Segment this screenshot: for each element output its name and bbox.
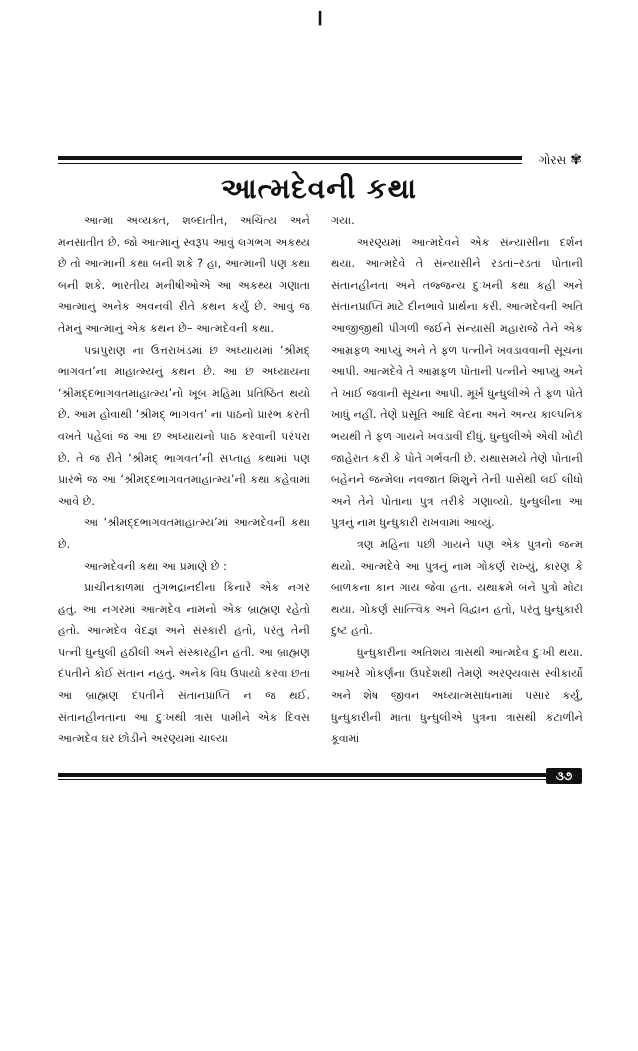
footer-rule-thin — [58, 779, 546, 780]
section-label-text: ગોરસ — [538, 153, 567, 167]
page-title: આત્મદેવની કથા — [221, 172, 417, 205]
header-rule — [58, 154, 522, 166]
flower-icon: ✾ — [570, 152, 582, 168]
paragraph: આત્મા અવ્યક્ત, શબ્દાતીત, અચિંત્ય અને મનસાતીત છે. જો આત્માનું સ્વરૂપ આવું લગભગ અકથ્ય છે તો આત્માની કથા બની શકે ? હા, આત્માની પણ કથા બની શકે. ભારતીય મનીષીઓએ આ અકથ્ય ગણાતા આત્માનું અનેક અવનવી રીતે કથન કર્યું છે. આવું જ તેમનું આત્માનું એક કથન છે– આત્મદેવની કથા. — [58, 214, 310, 335]
column-divider — [290, 210, 291, 780]
article-body — [58, 210, 583, 785]
footer-rule — [58, 771, 546, 781]
right-column — [331, 210, 583, 785]
footer-rule-thick — [58, 773, 546, 777]
paragraph: ત્રણ મહિના પછી ગાયને પણ એક પુત્રનો જન્મ થયો. આત્મદેવે આ પુત્રનું નામ ગોકર્ણ રાખ્યું, કારણ કે બાળકના કાન ગાય જેવા હતા. યથાક્રમે બંને પુત્રો મોટા થયા. ગોકર્ણ સાત્ત્વિક અને વિદ્વાન હતો, પરંતુ ધુન્ધુકારી દુષ્ટ હતો. — [331, 537, 583, 638]
paragraph: આ ‘શ્રીમદ્દભાગવતમાહાત્મ્ય’માં આત્મદેવની કથા છે. — [58, 516, 310, 551]
left-column — [58, 210, 310, 785]
paragraph: પ્રાચીનકાળમાં તુંગભદ્રાનદીના કિનારે એક નગર હતું. આ નગરમાં આત્મદેવ નામનો એક બ્રાહ્મણ રહેતો હતો. આત્મદેવ વેદજ્ઞ અને સંસ્કારી હતો, પરંતુ તેની પત્ની ધુન્ધુલી હઠીલી અને સંસ્કારહીન હતી. આ બ્રાહ્મણ દંપતીને કોઈ સંતાન નહતું. અનેક વિધ ઉપાયો કરવા છતાં આ બ્રાહ્મણ દંપતીને સંતાનપ્રાપ્તિ ન જ થઈ. સંતાનહીનતાના આ દુઃખથી ત્રાસ પામીને એક દિવસ આત્મદેવ ઘર છોડીને અરણ્યમાં ચાલ્યા — [58, 581, 310, 746]
section-label — [520, 151, 582, 169]
page-number: ૩૭ — [546, 768, 582, 784]
paragraph: પદ્મપુરાણ ના ઉત્તરાખંડમાં છ અધ્યાયમાં ‘શ્રીમદ્ ભાગવત’ના માહાત્મ્યનું કથન છે. આ છ અધ્યાયના ‘શ્રીમદ્દભાગવતમાહાત્મ્ય’નો ખૂબ મહિમા પ્રતિષ્ઠિત થયો છે. આમ હોવાથી ‘શ્રીમદ્ ભાગવત’ ના પાઠનો પ્રારંભ કરતી વખતે પહેલાં જ આ છ અધ્યાયનો પાઠ કરવાની પરંપરા છે. તે જ રીતે ‘શ્રીમદ્ ભાગવત’ની સપ્તાહ કથામાં પણ પ્રારંભે જ આ ‘શ્રીમદ્દભાગવતમાહાત્મ્ય’ની કથા કહેવામાં આવે છે. — [58, 343, 310, 508]
paragraph: અરણ્યમાં આત્મદેવને એક સંન્યાસીના દર્શન થયા. આત્મદેવે તે સંન્યાસીને રડતાં–રડતાં પોતાની સંતાનહીનતા અને તજ્જન્ય દુઃખની કથા કહી અને સંતાનપ્રાપ્તિ માટે દીનભાવે પ્રાર્થના કરી. આત્મદેવની અતિ આજીજીથી પીગળી જઈને સંન્યાસી મહારાજે તેને એક આમ્રફળ આપ્યું અને તે ફળ પત્નીને ખવડાવવાની સૂચના આપી. આત્મદેવે તે આમ્રફળ પોતાની પત્નીને આપ્યું અને તે ખાઈ જવાની સૂચના આપી. મૂર્ખ ધુન્ધુલીએ તે ફળ પોતે ખાધું નહીં. તેણે પ્રસૂતિ આદિ વેદના અને અન્ય કાલ્પનિક ભયથી તે ફળ ગાયને ખવડાવી દીધું. ધુન્ધુલીએ એવી ખોટી જાહેરાત કરી કે પોતે ગર્ભવતી છે. યથાસમયે તેણે પોતાની બહેનને જન્મેલા નવજાત શિશુને તેની પાસેથી લઈ લીધો અને તેને પોતાના પુત્ર તરીકે ગણાવ્યો. ધુન્ધુલીના આ પુત્રનું નામ ધુન્ધુકારી રાખવામાં આવ્યું. — [331, 235, 583, 530]
top-mark: । — [314, 6, 324, 31]
header-rule-thin — [58, 163, 522, 164]
header-rule-thick — [58, 156, 522, 160]
paragraph: આત્મદેવની કથા આ પ્રમાણે છે : — [84, 559, 227, 573]
paragraph: ગયા. — [331, 214, 355, 227]
paragraph: ધુન્ધુકારીના અતિશય ત્રાસથી આત્મદેવ દુઃખી થયા. આખરે ગોકર્ણના ઉપદેશથી તેમણે અરણ્યવાસ સ્વીકાર્યો અને શેષ જીવન અધ્યાત્મસાધનામાં પસાર કર્યું, ધુન્ધુકારીની માતા ધુન્ધુલીએ પુત્રના ત્રાસથી કંટાળીને કૂવામાં — [331, 645, 583, 746]
